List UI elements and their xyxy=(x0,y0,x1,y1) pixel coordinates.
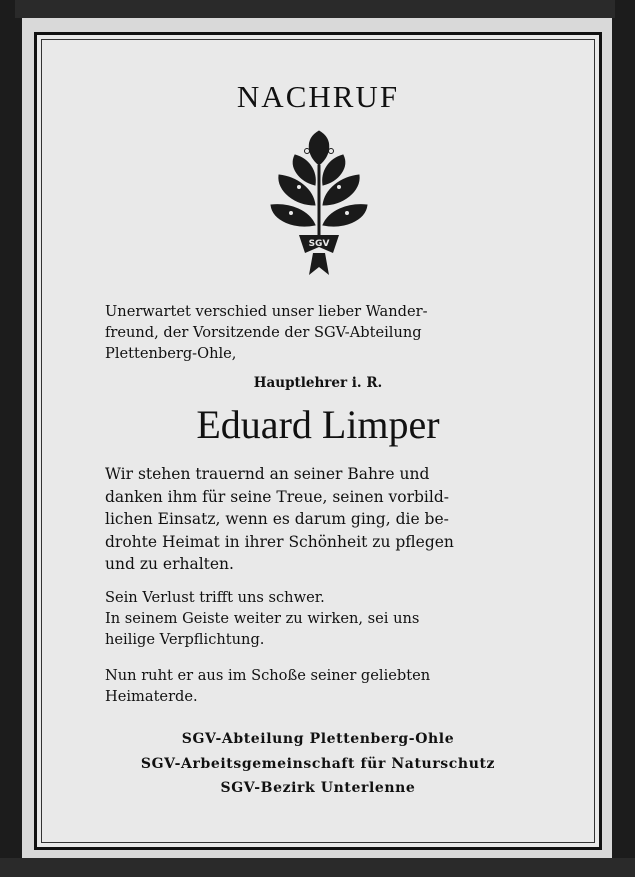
thanks-line: lichen Einsatz, wenn es darum ging, die be- xyxy=(105,510,449,528)
oak-leaf-emblem-icon xyxy=(269,125,369,285)
loss-line: In seinem Geiste weiter zu wirken, sei uns xyxy=(105,610,420,627)
rest-line: Nun ruht er aus im Schoße seiner geliebten xyxy=(105,667,431,684)
loss-line: Sein Verlust trifft uns schwer. xyxy=(105,589,325,606)
intro-paragraph xyxy=(105,301,545,364)
rest-line: Heimaterde. xyxy=(105,688,198,705)
rest-paragraph xyxy=(105,665,545,707)
thanks-line: und zu erhalten. xyxy=(105,555,234,573)
dark-scan-edge-top xyxy=(15,0,615,18)
deceased-name: Eduard Limper xyxy=(196,402,440,447)
thanks-line: Wir stehen trauernd an seiner Bahre und xyxy=(105,465,430,483)
signature-line: SGV-Abteilung Plettenberg-Ohle xyxy=(181,731,455,747)
loss-line: heilige Verpflichtung. xyxy=(105,631,265,648)
signature-line: SGV-Arbeitsgemeinschaft für Naturschutz xyxy=(140,756,496,772)
emblem-label: SGV xyxy=(308,239,330,249)
signature-line: SGV-Bezirk Unterlenne xyxy=(220,780,416,796)
obituary-title: NACHRUF xyxy=(236,79,400,114)
intro-line: freund, der Vorsitzende der SGV-Abteilung xyxy=(105,324,422,341)
thanks-line: drohte Heimat in ihrer Schönheit zu pflegen xyxy=(105,532,454,551)
thanks-line: danken ihm für seine Treue, seinen vorbild- xyxy=(105,487,449,506)
obituary-card xyxy=(34,32,602,850)
intro-line: Plettenberg-Ohle, xyxy=(105,345,237,362)
loss-paragraph xyxy=(105,587,545,650)
intro-line: Unerwartet verschied unser lieber Wander- xyxy=(105,303,428,320)
thanks-paragraph xyxy=(105,463,545,576)
dark-scan-edge-bottom xyxy=(0,858,635,877)
deceased-rank: Hauptlehrer i. R. xyxy=(253,375,383,391)
